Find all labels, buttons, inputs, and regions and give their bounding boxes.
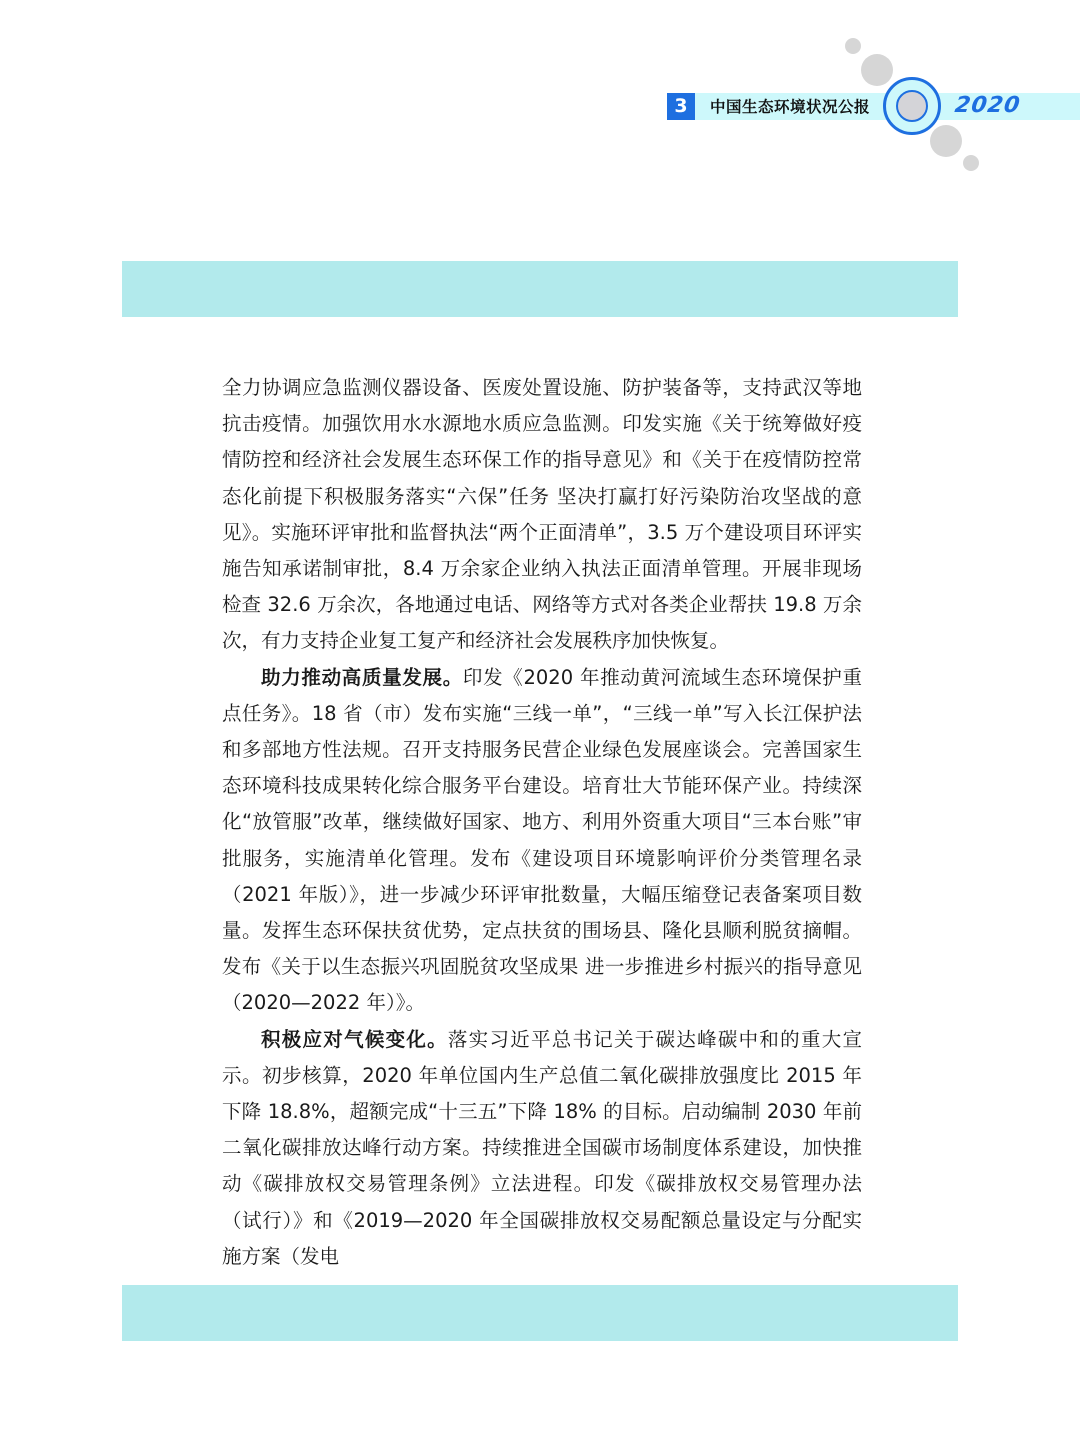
paragraph-text: 印发《2020 年推动黄河流域生态环境保护重点任务》。18 省（市）发布实施“三线一单”，“三线一单”写入长江保护法和多部地方性法规。召开支持服务民营企业绿色发展座谈会。完善国家生态环境科技成果转化综合服务平台建设。培育壮大节能环保产业。持续深化“放管服”改革，继续做好国家、地方、利用外资重大项目“三本台账”审批服务，实施清单化管理。发布《建设项目环境影响评价分类管理名录（2021 年版）》，进一步减少环评审批数量，大幅压缩登记表备案项目数量。发挥生态环保扶贫优势，定点扶贫的围场县、隆化县顺利脱贫摘帽。发布《关于以生态振兴巩固脱贫攻坚成果 进一步推进乡村振兴的指导意见（2020—2022 年）》。 (222, 665, 862, 1015)
paragraph (222, 370, 862, 660)
paragraph (222, 660, 862, 1022)
body-text (222, 370, 862, 1275)
paragraph-text: 全力协调应急监测仪器设备、医废处置设施、防护装备等，支持武汉等地抗击疫情。加强饮用水水源地水质应急监测。印发实施《关于统筹做好疫情防控和经济社会发展生态环保工作的指导意见》和《关于在疫情防控常态化前提下积极服务落实“六保”任务 坚决打赢打好污染防治攻坚战的意见》。实施环评审批和监督执法“两个正面清单”，3.5 万个建设项目环评实施告知承诺制审批，8.4 万余家企业纳入执法正面清单管理。开展非现场检查 32.6 万余次，各地通过电话、网络等方式对各类企业帮扶 19.8 万余次，有力支持企业复工复产和经济社会发展秩序加快恢复。 (222, 376, 862, 653)
paragraph-lead: 积极应对气候变化。 (261, 1027, 448, 1051)
decorative-dot-icon (861, 54, 893, 86)
decorative-dot-icon (845, 38, 861, 54)
chapter-number-badge: 3 (667, 93, 695, 120)
report-title: 中国生态环境状况公报 (710, 98, 871, 116)
ring-logo-inner-icon (896, 90, 928, 122)
paragraph-text: 落实习近平总书记关于碳达峰碳中和的重大宣示。初步核算，2020 年单位国内生产总值二氧化碳排放强度比 2015 年下降 18.8%，超额完成“十三五”下降 18% 的目标。启动编制 2030 年前二氧化碳排放达峰行动方案。持续推进全国碳市场制度体系建设，加快推动《碳排放权交易管理条例》立法进程。印发《碳排放权交易管理办法（试行）》和《2019—2020 年全国碳排放权交易配额总量设定与分配实施方案（发电 (222, 1027, 862, 1268)
top-banner-bar (122, 261, 958, 317)
decorative-dot-icon (930, 125, 962, 157)
decorative-dot-icon (963, 155, 979, 171)
paragraph-lead: 助力推动高质量发展。 (261, 665, 463, 689)
paragraph (222, 1022, 862, 1275)
bottom-banner-bar (122, 1285, 958, 1341)
report-year: 2020 (953, 93, 1023, 118)
